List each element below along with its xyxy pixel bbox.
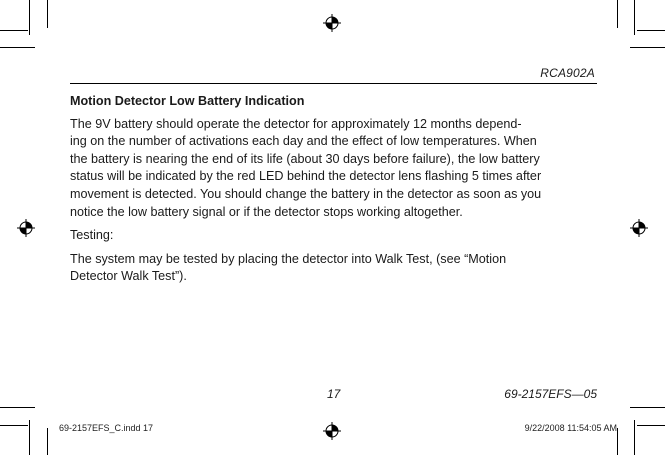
text-line: the battery is nearing the end of its life (about 30 days before failure), the low battery xyxy=(70,151,540,166)
slug-filename: 69-2157EFS_C.indd 17 xyxy=(59,423,154,433)
testing-paragraph xyxy=(70,251,598,286)
crop-mark xyxy=(617,0,618,28)
text-line: status will be indicated by the red LED behind the detector lens flashing 5 times after xyxy=(70,169,542,184)
crop-mark xyxy=(47,428,48,455)
crop-mark xyxy=(47,0,48,28)
crop-mark xyxy=(634,0,635,35)
crop-mark xyxy=(637,30,665,31)
text-line: The system may be tested by placing the detector into Walk Test, (see “Motion xyxy=(70,251,507,266)
page-number: 17 xyxy=(327,387,341,401)
slug-timestamp: 9/22/2008 11:54:05 AM xyxy=(524,423,617,433)
crop-mark xyxy=(0,425,28,426)
document-number: 69-2157EFS—05 xyxy=(504,387,597,401)
crop-mark xyxy=(617,428,618,455)
header-rule xyxy=(70,83,597,84)
text-line: notice the low battery signal or if the detector stops working altogether. xyxy=(70,204,463,219)
crop-mark xyxy=(29,0,30,35)
battery-paragraph xyxy=(70,116,598,222)
crop-mark xyxy=(0,30,28,31)
registration-mark-icon xyxy=(630,219,648,237)
text-line: movement is detected. You should change the battery in the detector as soon as you xyxy=(70,186,542,201)
registration-mark-icon xyxy=(17,219,35,237)
text-line: Detector Walk Test”). xyxy=(70,269,187,284)
section-heading: Motion Detector Low Battery Indication xyxy=(70,94,305,108)
crop-mark xyxy=(29,420,30,455)
crop-mark xyxy=(0,407,35,408)
model-number: RCA902A xyxy=(540,66,595,80)
registration-mark-icon xyxy=(323,422,341,440)
registration-mark-icon xyxy=(323,14,341,32)
document-body xyxy=(70,93,598,292)
crop-mark xyxy=(637,425,665,426)
crop-mark xyxy=(0,47,35,48)
crop-mark xyxy=(634,420,635,455)
crop-mark xyxy=(630,47,665,48)
testing-label: Testing: xyxy=(70,228,114,243)
text-line: ing on the number of activations each day and the effect of low temperatures. When xyxy=(70,134,537,149)
crop-mark xyxy=(630,407,665,408)
text-line: The 9V battery should operate the detector for approximately 12 months depend- xyxy=(70,116,522,131)
